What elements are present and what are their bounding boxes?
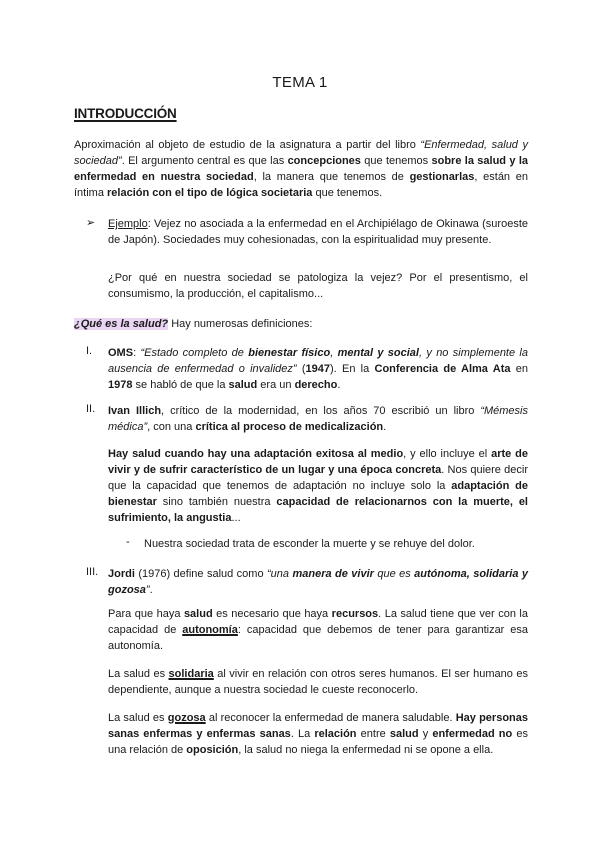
intro-paragraph: Aproximación al objeto de estudio de la asignatura a partir del libro “Enfermedad, salud y sociedad”. El argumento central es que las concepciones que tenemos sobre la salud y la enfermedad en nuestra sociedad, la manera que tenemos de gestionarlas, están en íntima relación con el tipo de lógica societaria que tenemos.: [74, 139, 528, 199]
death-note: Nuestra sociedad trata de esconder la muerte y se rehuye del dolor.: [144, 538, 475, 550]
oms-definition: OMS: “Estado completo de bienestar físico, mental y social, y no simplemente la ausencia de enfermedad o invalidez” (1947). En la Conferencia de Alma Ata en 1978 se habló de que la salud era un derecho.: [108, 347, 529, 391]
autonomia-paragraph: Para que haya salud es necesario que haya recursos. La salud tiene que ver con la capacidad de autonomía: capacidad que debemos de tener para garantizar esa autonomía.: [108, 608, 529, 652]
list-number-3: III.: [86, 566, 99, 578]
solidaria-paragraph: La salud es solidaria al vivir en relación con otros seres humanos. El ser humano es dependiente, aunque a nuestra sociedad le cueste reconocerlo.: [108, 668, 528, 696]
list-number-2: II.: [86, 403, 96, 415]
salud-question-line: ¿Qué es la salud? Hay numerosas definiciones:: [74, 318, 313, 330]
list-number-1: I.: [86, 345, 93, 357]
section-heading: INTRODUCCIÓN: [74, 106, 177, 121]
gozosa-paragraph: La salud es gozosa al reconocer la enfermedad de manera saludable. Hay personas sanas enfermas y enfermas sanas. La relación entre salud y enfermedad no es una relación de oposición, la salud no niega la enfermedad ni se opone a ella.: [108, 712, 528, 756]
example-paragraph: Ejemplo: Vejez no asociada a la enfermedad en el Archipiélago de Okinawa (suroeste de Japón). Sociedades muy cohesionadas, con la espiritualidad muy presente.: [108, 218, 528, 246]
vejez-question-paragraph: ¿Por qué en nuestra sociedad se patologiza la vejez? Por el presentismo, el consumismo, la producción, el capitalismo...: [108, 272, 528, 300]
dash-bullet: -: [126, 536, 130, 548]
arrow-bullet-icon: ➢: [86, 217, 96, 229]
illich-paragraph: Ivan Illich, crítico de la modernidad, en los años 70 escribió un libro “Mémesis médica”, con una crítica al proceso de medicalización.: [108, 405, 528, 433]
page-title: TEMA 1: [272, 74, 328, 91]
jordi-definition: Jordi (1976) define salud como “una manera de vivir que es autónoma, solidaria y gozosa”.: [108, 568, 528, 596]
illich-adaptation-paragraph: Hay salud cuando hay una adaptación exitosa al medio, y ello incluye el arte de vivir y de sufrir característico de un lugar y una época concreta. Nos quiere decir que la capacidad que tenemos de adaptación no incluye solo la adaptación de bienestar sino también nuestra capacidad de relacionarnos con la muerte, el sufrimiento, la angustia...: [108, 448, 528, 524]
